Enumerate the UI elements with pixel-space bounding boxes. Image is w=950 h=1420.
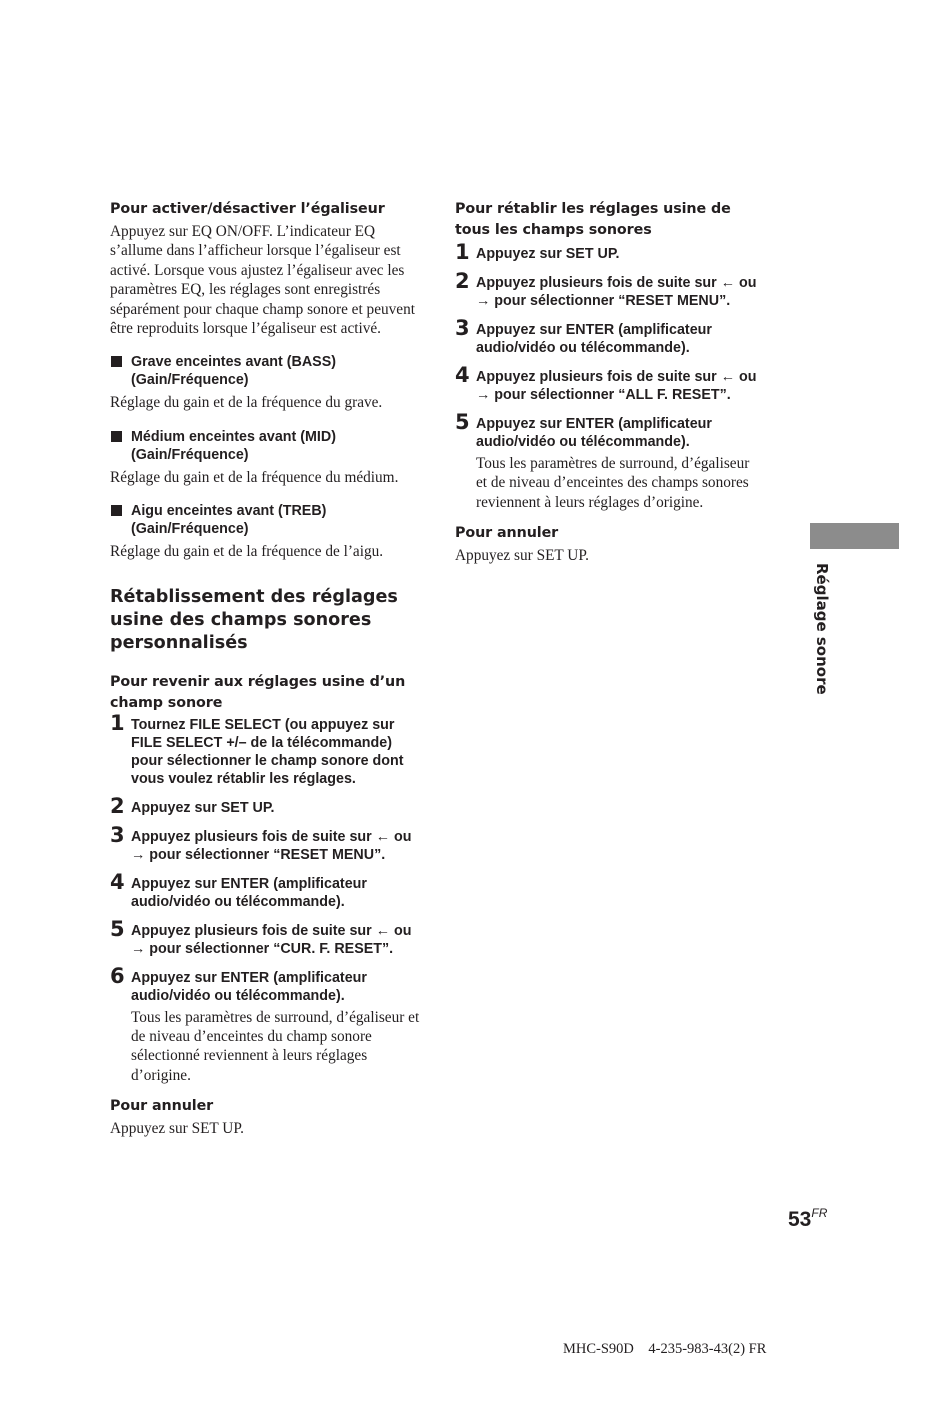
step-text: Tournez FILE SELECT (ou appuyez sur FILE SELECT +/– de la télécommande) pour sélectionner le champ sonore dont vous voulez rétablir les réglages.	[131, 716, 404, 787]
step-item	[110, 793, 422, 818]
eq-toggle-text: Appuyez sur EQ ON/OFF. L’indicateur EQ s’allume dans l’afficheur lorsque l’égaliseur est activé. Lorsque vous ajustez l’égaliseur avec les paramètres EQ, les réglages sont enregistrés séparément pour chaque champ sonore et peuvent être reproduits lorsque l’égaliseur est activé.	[110, 223, 415, 338]
step-item	[455, 410, 761, 512]
step-number: 4	[110, 869, 125, 894]
treb-text: Réglage du gain et de la fréquence de l’aigu.	[110, 543, 384, 561]
step-number: 2	[110, 793, 125, 818]
step-text: Appuyez sur SET UP.	[476, 246, 620, 262]
step-item	[455, 269, 761, 310]
step-item	[110, 822, 422, 864]
bass-text: Réglage du gain et de la fréquence du grave.	[110, 394, 383, 412]
step-text: Appuyez plusieurs fois de suite sur ← ou → pour sélectionner “ALL F. RESET”.	[476, 369, 757, 403]
left-column	[110, 199, 422, 1139]
page-number-suffix: FR	[811, 1206, 828, 1220]
step-note: Tous les paramètres de surround, d’égaliseur et de niveau d’enceintes des champs sonores reviennent à leurs réglages d’origine.	[476, 455, 750, 511]
step-text: Appuyez sur ENTER (amplificateur audio/vidéo ou télécommande).	[476, 322, 712, 356]
square-bullet-icon	[111, 505, 122, 516]
treb-label: Aigu enceintes avant (TREB) (Gain/Fréquence)	[131, 503, 327, 538]
mid-label: Médium enceintes avant (MID) (Gain/Fréquence)	[131, 428, 336, 463]
footer-text: MHC-S90D 4-235-983-43(2) FR	[563, 1341, 767, 1357]
step-item	[455, 363, 761, 404]
reset-all-steps	[455, 240, 761, 512]
cancel-text: Appuyez sur SET UP.	[110, 1120, 244, 1138]
square-bullet-icon	[111, 356, 122, 367]
revert-steps	[110, 710, 422, 1086]
mid-item	[110, 428, 422, 464]
step-item	[110, 963, 422, 1086]
step-item	[110, 916, 422, 958]
right-column	[455, 199, 761, 566]
step-text: Appuyez sur SET UP.	[131, 799, 275, 816]
eq-toggle-heading: Pour activer/désactiver l’égaliseur	[110, 201, 385, 217]
bass-item	[110, 353, 422, 389]
page-number	[788, 1208, 827, 1234]
treb-item	[110, 502, 422, 538]
step-text: Appuyez sur ENTER (amplificateur audio/vidéo ou télécommande).	[476, 416, 712, 450]
mid-text: Réglage du gain et de la fréquence du médium.	[110, 468, 399, 486]
side-label-text: Réglage sonore	[813, 563, 831, 695]
step-item	[455, 240, 761, 264]
section-title: Rétablissement des réglages usine des champs sonores personnalisés	[110, 586, 398, 653]
bass-label: Grave enceintes avant (BASS) (Gain/Fréquence)	[131, 354, 337, 389]
section-tab-marker	[810, 523, 899, 549]
step-text: Appuyez sur ENTER (amplificateur audio/vidéo ou télécommande).	[131, 969, 367, 1004]
step-number: 3	[455, 316, 470, 340]
footer-code	[563, 1340, 766, 1358]
square-bullet-icon	[111, 431, 122, 442]
revert-heading: Pour revenir aux réglages usine d’un champ sonore	[110, 673, 406, 711]
step-number: 5	[110, 916, 125, 941]
step-number: 3	[110, 822, 125, 847]
step-note: Tous les paramètres de surround, d’égaliseur et de niveau d’enceintes du champ sonore sélectionné reviennent à leurs réglages d’origine.	[131, 1008, 420, 1084]
section-side-label	[808, 563, 836, 723]
reset-all-heading: Pour rétablir les réglages usine de tous les champs sonores	[455, 201, 731, 238]
step-number: 1	[455, 240, 470, 264]
step-number: 2	[455, 269, 470, 293]
step-text: Appuyez sur ENTER (amplificateur audio/vidéo ou télécommande).	[131, 875, 367, 910]
page-number-value: 53	[788, 1208, 812, 1231]
step-number: 1	[110, 710, 125, 735]
step-number: 4	[455, 363, 470, 387]
step-text: Appuyez plusieurs fois de suite sur ← ou → pour sélectionner “CUR. F. RESET”.	[131, 922, 412, 957]
cancel-text: Appuyez sur SET UP.	[455, 547, 589, 565]
step-text: Appuyez plusieurs fois de suite sur ← ou → pour sélectionner “RESET MENU”.	[476, 275, 757, 309]
step-number: 6	[110, 963, 125, 988]
step-number: 5	[455, 410, 470, 434]
step-text: Appuyez plusieurs fois de suite sur ← ou → pour sélectionner “RESET MENU”.	[131, 828, 412, 863]
step-item	[455, 316, 761, 357]
step-item	[110, 710, 422, 788]
step-item	[110, 869, 422, 911]
cancel-heading: Pour annuler	[455, 525, 559, 542]
cancel-heading: Pour annuler	[110, 1098, 214, 1115]
